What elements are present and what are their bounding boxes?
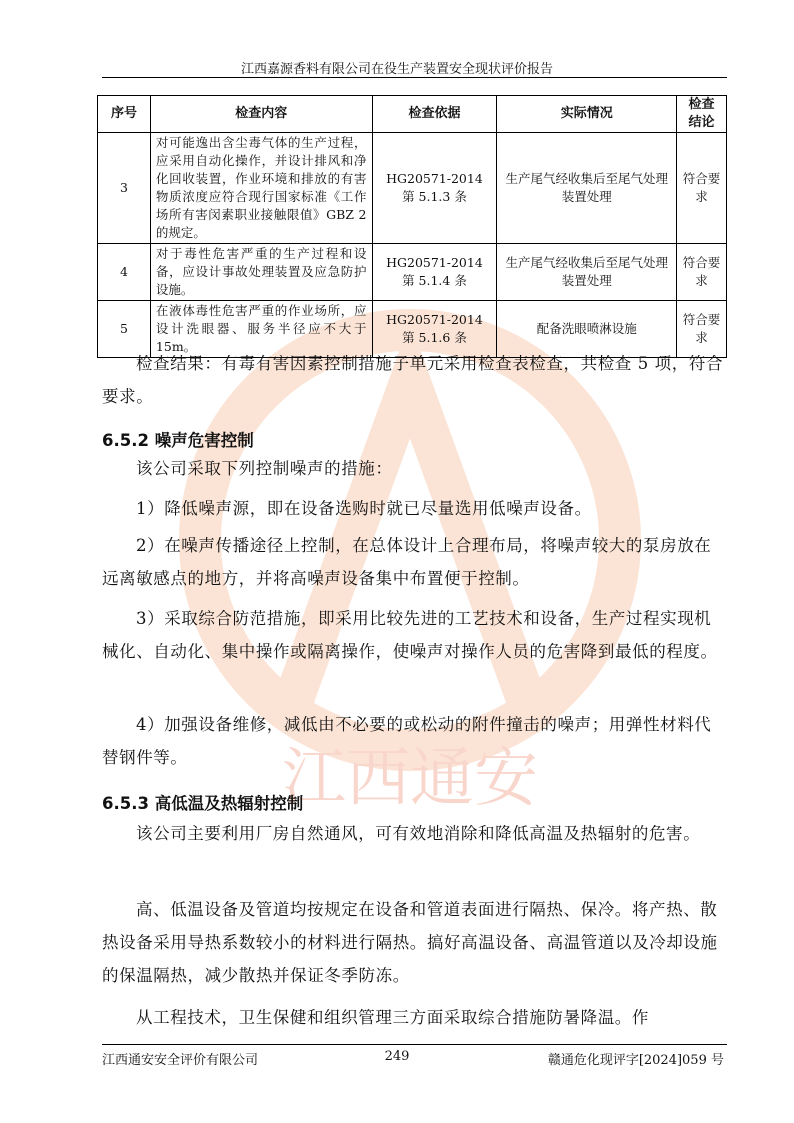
paragraph: 1）降低噪声源，即在设备选购时就已尽量选用低噪声设备。 [136, 499, 592, 518]
cell-result: 符合要求 [677, 133, 727, 244]
paragraph: 该公司采取下列控制噪声的措施： [136, 459, 393, 478]
cell-no: 3 [98, 133, 151, 244]
check-result: 检查结果：有毒有害因素控制措施子单元采用检查表检查，共检查 5 项，符合要求。 [102, 354, 724, 406]
cell-actual: 配备洗眼喷淋设施 [497, 301, 677, 358]
table-row [98, 133, 727, 244]
cell-content: 对可能逸出含尘毒气体的生产过程，应采用自动化操作，并设计排风和净化回收装置，作业环境和排放的有害物质浓度应符合现行国家标准《工作场所有害闵素职业接触限值》GBZ 2 的规定。 [150, 133, 372, 244]
cell-content: 在液体毒性危害严重的作业场所，应设计洗眼器、服务半径应不大于 15m。 [150, 301, 372, 358]
paragraph: 高、低温设备及管道均按规定在设备和管道表面进行隔热、保冷。将产热、散热设备采用导热系数较小的材料进行隔热。搞好高温设备、高温管道以及冷却设施的保温隔热，减少散热并保证冬季防冻。 [102, 900, 718, 985]
cell-basis [372, 133, 497, 244]
basis-clause: 第 5.1.6 条 [402, 330, 467, 345]
paragraph: 从工程技术，卫生保健和组织管理三方面采取综合措施防暑降温。作 [136, 1008, 649, 1027]
header-rule [102, 77, 727, 78]
cell-actual: 生产尾气经收集后至尾气处理装置处理 [497, 133, 677, 244]
page-header: 江西嘉源香料有限公司在役生产装置安全现状评价报告 [240, 62, 553, 77]
basis-clause: 第 5.1.4 条 [402, 273, 467, 288]
basis-clause: 第 5.1.3 条 [402, 189, 467, 204]
cell-content: 对于毒性危害严重的生产过程和设备，应设计事故处理装置及应急防护设施。 [150, 244, 372, 301]
col-header: 检查内容 [150, 96, 372, 133]
cell-actual: 生产尾气经收集后至尾气处理装置处理 [497, 244, 677, 301]
cell-result: 符合要求 [677, 244, 727, 301]
paragraph: 该公司主要利用厂房自然通风，可有效地消除和降低高温及热辐射的危害。 [136, 824, 701, 843]
paragraph: 3）采取综合防范措施，即采用比较先进的工艺技术和设备，生产过程实现机械化、自动化、集中操作或隔离操作，使噪声对操作人员的危害降到最低的程度。 [102, 609, 718, 661]
cell-basis [372, 244, 497, 301]
footer-company: 江西通安安全评价有限公司 [102, 1053, 259, 1068]
section-heading: 6.5.3 高低温及热辐射控制 [102, 794, 304, 813]
section-heading: 6.5.2 噪声危害控制 [102, 431, 254, 450]
paragraph: 4）加强设备维修，减低由不必要的或松动的附件撞击的噪声；用弹性材料代替钢件等。 [102, 715, 712, 767]
watermark-text: 江西通安 [282, 742, 538, 816]
cell-result: 符合要求 [677, 301, 727, 358]
footer-report-no: 赣通危化现评字[2024]059 号 [547, 1053, 724, 1068]
col-header: 实际情况 [497, 96, 677, 133]
inspection-table [97, 95, 727, 358]
cell-no: 5 [98, 301, 151, 358]
paragraph: 2）在噪声传播途径上控制，在总体设计上合理布局，将噪声较大的泵房放在远离敏感点的地方，并将高噪声设备集中布置便于控制。 [102, 536, 712, 588]
col-header: 检查结论 [677, 96, 727, 133]
basis-code: HG20571-2014 [386, 312, 483, 327]
cell-no: 4 [98, 244, 151, 301]
basis-code: HG20571-2014 [386, 255, 483, 270]
page-number: 249 [384, 1049, 410, 1064]
col-header: 检查依据 [372, 96, 497, 133]
table-row [98, 244, 727, 301]
basis-code: HG20571-2014 [386, 171, 483, 186]
table-header-row [98, 96, 727, 133]
footer-rule [102, 1044, 727, 1045]
col-header: 序号 [98, 96, 151, 133]
